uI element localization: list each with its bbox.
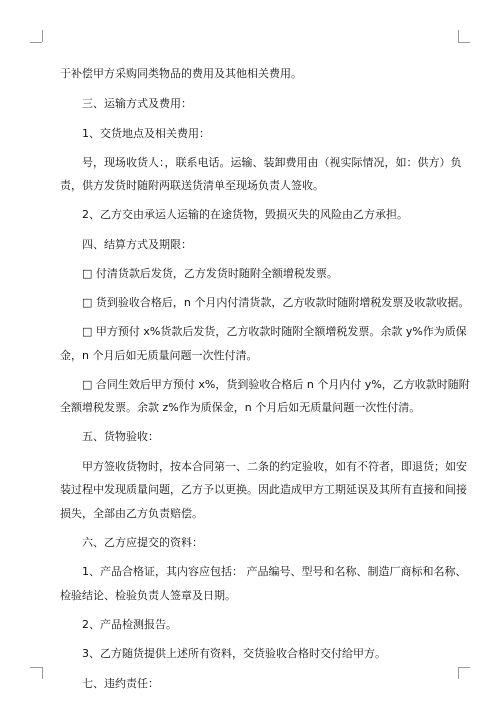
text-line: 于补偿甲方采购同类物品的费用及其他相关费用。 — [60, 67, 302, 80]
crop-mark-top-left-h — [30, 42, 42, 43]
section-heading-settlement: 四、结算方式及期限： — [82, 238, 192, 251]
text-line: 1、产品合格证，其内容应包括： 产品编号、型号和名称、制造厂商标和名称、 — [82, 565, 467, 578]
text-line: 1、交货地点及相关费用： — [82, 127, 210, 140]
text-line: 甲方签收货物时，按本合同第一、二条的约定验收，如有不符者，即退货；如安 — [82, 460, 467, 473]
section-heading-transport: 三、运输方式及费用： — [82, 97, 192, 110]
crop-mark-bottom-left-h — [30, 667, 42, 668]
crop-mark-bottom-right-v — [458, 667, 459, 679]
crop-mark-bottom-left-v — [42, 667, 43, 679]
text-line: □ 甲方预付 x%货款后发货，乙方收款时随附全额增税发票。余款 y%作为质保 — [82, 325, 467, 338]
text-line: 检验结论、检验负责人签章及日期。 — [60, 589, 236, 602]
text-line: 2、乙方交由承运人运输的在途货物，毁损灭失的风险由乙方承担。 — [82, 208, 408, 221]
text-line: 全额增税发票。余款 z%作为质保金，n 个月后如无质量问题一次性付清。 — [60, 401, 421, 414]
crop-mark-top-left-v — [42, 30, 43, 42]
text-line: □ 货到验收合格后，n 个月内付清货款，乙方收款时随附增税发票及收款收据。 — [82, 296, 470, 309]
crop-mark-top-right-v — [458, 30, 459, 42]
text-line: 装过程中发现质量问题，乙方予以更换。因此造成甲方工期延误及其所有直接和间接 — [60, 483, 467, 496]
crop-mark-top-right-h — [458, 42, 470, 43]
text-line: 2、产品检测报告。 — [82, 618, 177, 631]
text-line: □ 付清货款后发货，乙方发货时随附全额增税发票。 — [82, 267, 338, 280]
text-line: 号，现场收货人：，联系电话。运输、装卸费用由（视实际情况，如：供方）负 — [82, 156, 462, 169]
crop-mark-bottom-right-h — [458, 667, 470, 668]
text-line: 3、乙方随货提供上述所有资料，交货验收合格时交付给甲方。 — [82, 647, 386, 660]
text-line: 金，n 个月后如无质量问题一次性付清。 — [60, 349, 258, 362]
text-line: 损失，全部由乙方负责赔偿。 — [60, 507, 203, 520]
text-line: 责，供方发货时随附两联送货清单至现场负责人签收。 — [60, 179, 324, 192]
section-heading-acceptance: 五、货物验收： — [82, 430, 159, 443]
text-line: □ 合同生效后甲方预付 x%，货到验收合格后 n 个月内付 y%，乙方收款时随附 — [82, 378, 470, 391]
section-heading-liability: 七、违约责任： — [82, 677, 159, 690]
section-heading-documents: 六、乙方应提交的资料： — [82, 536, 203, 549]
